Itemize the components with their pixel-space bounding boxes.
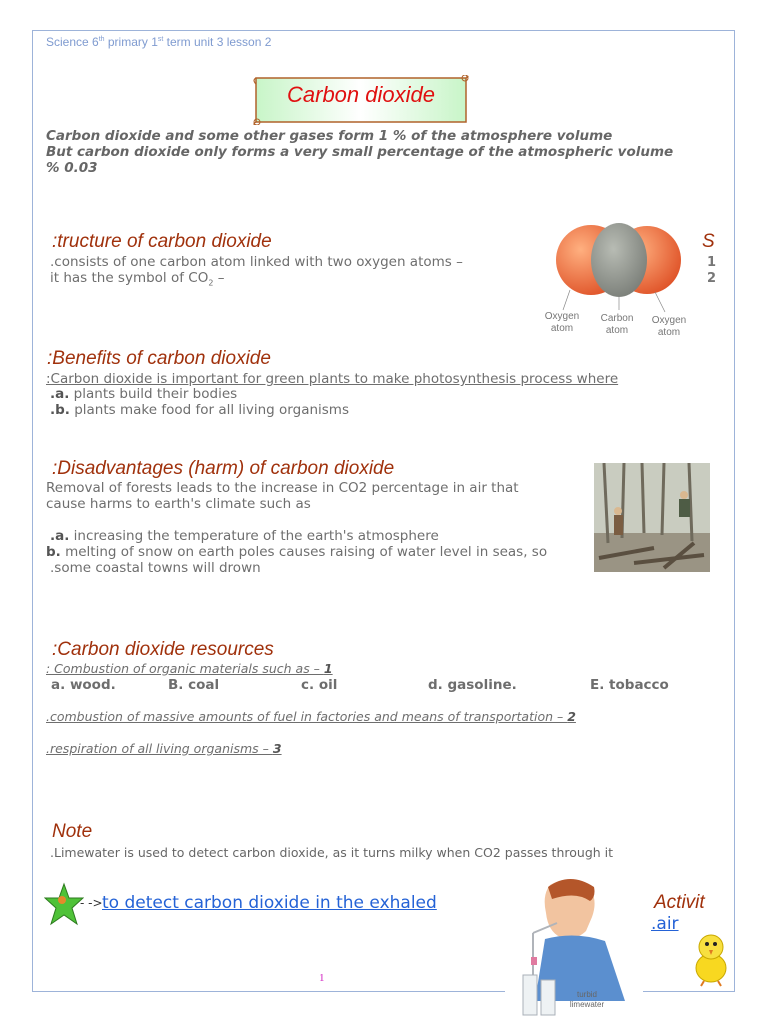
- header-suffix: term unit 3 lesson 2: [163, 35, 272, 49]
- intro-line-1: Carbon dioxide and some other gases form 1 % of the atmosphere volume: [46, 128, 613, 144]
- resource-example-wood: a. wood.: [51, 677, 116, 693]
- structure-num-1: 1: [707, 255, 717, 270]
- benefits-b-label: .b.: [50, 402, 70, 418]
- benefits-item-a: [50, 386, 237, 402]
- resources-item-2-num: 2: [567, 709, 576, 724]
- resources-item-1: [46, 661, 333, 676]
- note-heading: Note: [52, 821, 93, 842]
- benefits-intro: :Carbon dioxide is important for green plants to make photosynthesis process where: [46, 371, 619, 387]
- resources-item-3-text: .respiration of all living organisms –: [46, 741, 273, 756]
- resources-item-3-num: 3: [272, 741, 282, 756]
- disadvantages-a-text: increasing the temperature of the earth's atmosphere: [69, 528, 439, 544]
- resource-example-gasoline: d. gasoline.: [428, 677, 517, 693]
- header-mid: primary 1: [104, 35, 158, 49]
- structure-heading-right: S: [702, 231, 715, 252]
- resource-example-tobacco: E. tobacco: [590, 677, 669, 693]
- benefits-a-label: .a.: [50, 386, 70, 402]
- intro-line-2: But carbon dioxide only forms a very small percentage of the atmospheric volume: [46, 144, 674, 160]
- disadvantages-item-b-cont: .some coastal towns will drown: [50, 560, 261, 576]
- boy-limewater-illustration: [505, 875, 643, 1023]
- disadvantages-a-label: .a.: [50, 528, 70, 544]
- label-oxygen-left-2: atom: [550, 323, 574, 334]
- benefits-b-text: plants make food for all living organisms: [69, 402, 349, 418]
- header-sup-1: th: [98, 36, 105, 43]
- activity-heading: Activit: [654, 892, 705, 913]
- disadvantages-item-a: [50, 528, 439, 544]
- disadvantages-line-2: cause harms to earth's climate such as: [46, 496, 311, 512]
- label-oxygen-left: Oxygen: [544, 311, 580, 322]
- structure-line-2-post: –: [213, 270, 225, 286]
- star-icon: [44, 882, 84, 928]
- disadvantages-item-b: [46, 544, 547, 560]
- label-oxygen-right-2: atom: [657, 327, 681, 338]
- intro-line-3: % 0.03: [46, 160, 98, 176]
- resources-heading: :Carbon dioxide resources: [52, 639, 274, 660]
- chick-icon: [690, 930, 732, 988]
- label-carbon-2: atom: [605, 325, 629, 336]
- structure-line-2-sub: 2: [208, 278, 214, 288]
- structure-line-2: [50, 270, 224, 288]
- structure-line-1: .consists of one carbon atom linked with two oxygen atoms –: [50, 254, 463, 270]
- disadvantages-b-label: b.: [46, 544, 61, 560]
- resources-item-1-num: 1: [323, 661, 333, 676]
- structure-heading: :tructure of carbon dioxide: [52, 231, 272, 252]
- label-oxygen-right: Oxygen: [651, 315, 687, 326]
- disadvantages-line-1: Removal of forests leads to the increase in CO2 percentage in air that: [46, 480, 519, 496]
- benefits-heading: :Benefits of carbon dioxide: [47, 348, 271, 369]
- resources-item-2: [46, 709, 576, 724]
- activity-link-line-2[interactable]: .air: [651, 914, 679, 934]
- structure-line-2-text: it has the symbol of CO: [50, 270, 209, 286]
- note-text: .Limewater is used to detect carbon dioxide, as it turns milky when CO2 passes through it: [50, 845, 614, 860]
- page-title: Carbon dioxide: [287, 82, 435, 107]
- disadvantages-b-text: melting of snow on earth poles causes raising of water level in seas, so: [60, 544, 548, 560]
- deforestation-photo: [594, 463, 710, 572]
- arrow-icon: - ->: [80, 896, 103, 910]
- resources-item-1-text: : Combustion of organic materials such as –: [46, 661, 324, 676]
- header-sup-2: st: [157, 36, 164, 43]
- limewater-label: limewater: [569, 1000, 605, 1009]
- header-text: [46, 35, 271, 49]
- label-carbon: Carbon: [600, 313, 634, 324]
- disadvantages-heading: :Disadvantages (harm) of carbon dioxide: [52, 458, 395, 479]
- resources-item-3: [46, 741, 282, 756]
- benefits-item-b: [50, 402, 349, 418]
- co2-molecule-diagram: [535, 220, 700, 342]
- resource-example-coal: B. coal: [168, 677, 220, 693]
- structure-num-2: 2: [707, 271, 717, 286]
- benefits-a-text: plants build their bodies: [69, 386, 238, 402]
- activity-link-line-1[interactable]: to detect carbon dioxide in the exhaled: [102, 893, 437, 913]
- resources-item-2-text: .combustion of massive amounts of fuel in factories and means of transportation –: [46, 709, 568, 724]
- turbid-label: turbid: [576, 990, 598, 999]
- resource-example-oil: c. oil: [301, 677, 338, 693]
- page-number: 1: [319, 972, 325, 984]
- header-prefix: Science 6: [46, 35, 99, 49]
